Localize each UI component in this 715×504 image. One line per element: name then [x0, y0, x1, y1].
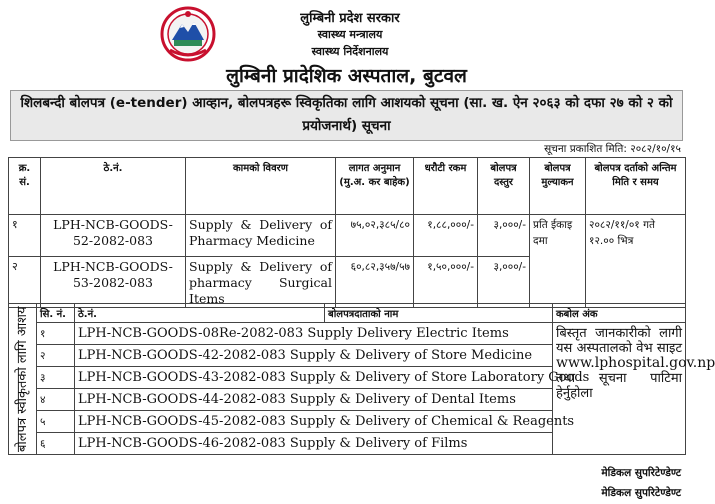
intent-header-row	[9, 304, 686, 323]
row-sn: २	[37, 345, 75, 367]
row-sn: ४	[37, 389, 75, 411]
col-ref: ठे.नं.	[75, 304, 325, 323]
signature-title: मेडिकल सुपरिटेण्डेण्ट	[601, 467, 681, 479]
signature-title: मेडिकल सुपरिटेण्डेण्ट	[601, 487, 681, 499]
row-ref: LPH-NCB-GOODS-52-2082-083	[41, 215, 186, 257]
website-info	[553, 323, 715, 455]
ministry-name: स्वास्थ्य मन्त्रालय	[317, 28, 383, 41]
col-fee: बोलपत्र दस्तुर	[478, 158, 530, 215]
directorate-name: स्वास्थ्य निर्देशनालय	[311, 45, 389, 58]
row-fee: ३,०००/-	[478, 215, 530, 257]
info-text: बिस्तृत जानकारीको लागी यस अस्पतालको वेभ साइट	[556, 326, 682, 356]
row-ref: LPH-NCB-GOODS-53-2082-083	[41, 257, 186, 308]
col-sn: क्र. सं.	[9, 158, 41, 215]
row-deposit: १,८८,०००/-	[414, 215, 478, 257]
col-deadline: बोलपत्र दर्ताको अन्तिम मिति र समय	[586, 158, 686, 215]
hospital-name: लुम्बिनी प्रादेशिक अस्पताल, बुटवल	[226, 65, 467, 87]
intent-table	[8, 303, 715, 455]
evaluation-method: प्रति ईकाइ दमा	[530, 215, 586, 308]
row-item: LPH-NCB-GOODS-08Re-2082-083 Supply Delivery Electric Items	[75, 323, 553, 345]
publish-date: सूचना प्रकाशित मिति: २०८२/१०/१५	[544, 143, 681, 155]
row-sn: ६	[37, 433, 75, 455]
table-row	[9, 215, 686, 257]
letterhead	[0, 0, 693, 90]
row-work: Supply & Delivery of Pharmacy Medicine	[186, 215, 336, 257]
row-sn: ३	[37, 367, 75, 389]
row-work: Supply & Delivery of pharmacy Surgical Items	[186, 257, 336, 308]
intent-side-label: बोलपत्र स्वीकृतको लागि आशय	[9, 304, 37, 455]
row-item: LPH-NCB-GOODS-45-2082-083 Supply & Delivery of Chemical & Reagents	[75, 411, 553, 433]
tender-header-row	[9, 158, 686, 215]
col-bidder: बोलपत्रदाताको नाम	[325, 304, 553, 323]
row-sn: १	[9, 215, 41, 257]
row-item: LPH-NCB-GOODS-43-2082-083 Supply & Delivery of Store Laboratory Goods	[75, 367, 553, 389]
nepal-emblem-icon	[160, 6, 216, 62]
notice-title: शिलबन्दी बोलपत्र (e-tender) आव्हान, बोलपत्रहरू स्विकृतिका लागि आशयको सूचना (सा. ख. ऐन २०६३ को दफा २७ को २ को प्रयोजनार्थ) सूचना	[10, 90, 683, 141]
col-evaluation: बोलपत्र मुल्याकन	[530, 158, 586, 215]
info-text: तथा सूचना पाटिमा हेर्नुहोला	[556, 371, 682, 401]
col-sn: सि. नं.	[37, 304, 75, 323]
row-sn: २	[9, 257, 41, 308]
row-item: LPH-NCB-GOODS-46-2082-083 Supply & Delivery of Films	[75, 433, 553, 455]
row-item: LPH-NCB-GOODS-42-2082-083 Supply & Delivery of Store Medicine	[75, 345, 553, 367]
tender-table	[8, 157, 686, 308]
row-cost: ७५,०२,३८५/८०	[336, 215, 414, 257]
row-item: LPH-NCB-GOODS-44-2082-083 Supply & Delivery of Dental Items	[75, 389, 553, 411]
row-fee: ३,०००/-	[478, 257, 530, 308]
submission-deadline: २०८२/११/०१ गते १२.०० भित्र	[586, 215, 686, 308]
col-ref: ठे.नं.	[41, 158, 186, 215]
website-link[interactable]: www.lphospital.gov.np	[556, 355, 715, 371]
col-bid-amount: कबोल अंक	[553, 304, 686, 323]
row-sn: ५	[37, 411, 75, 433]
col-work: कामको विवरण	[186, 158, 336, 215]
table-row	[9, 323, 686, 345]
row-deposit: १,५०,०००/-	[414, 257, 478, 308]
government-name: लुम्बिनी प्रदेश सरकार	[300, 11, 400, 26]
col-deposit: धरौटी रकम	[414, 158, 478, 215]
row-cost: ६०,८२,३५७/५७	[336, 257, 414, 308]
row-sn: १	[37, 323, 75, 345]
col-cost: लागत अनुमान (मु.अ. कर बाहेक)	[336, 158, 414, 215]
